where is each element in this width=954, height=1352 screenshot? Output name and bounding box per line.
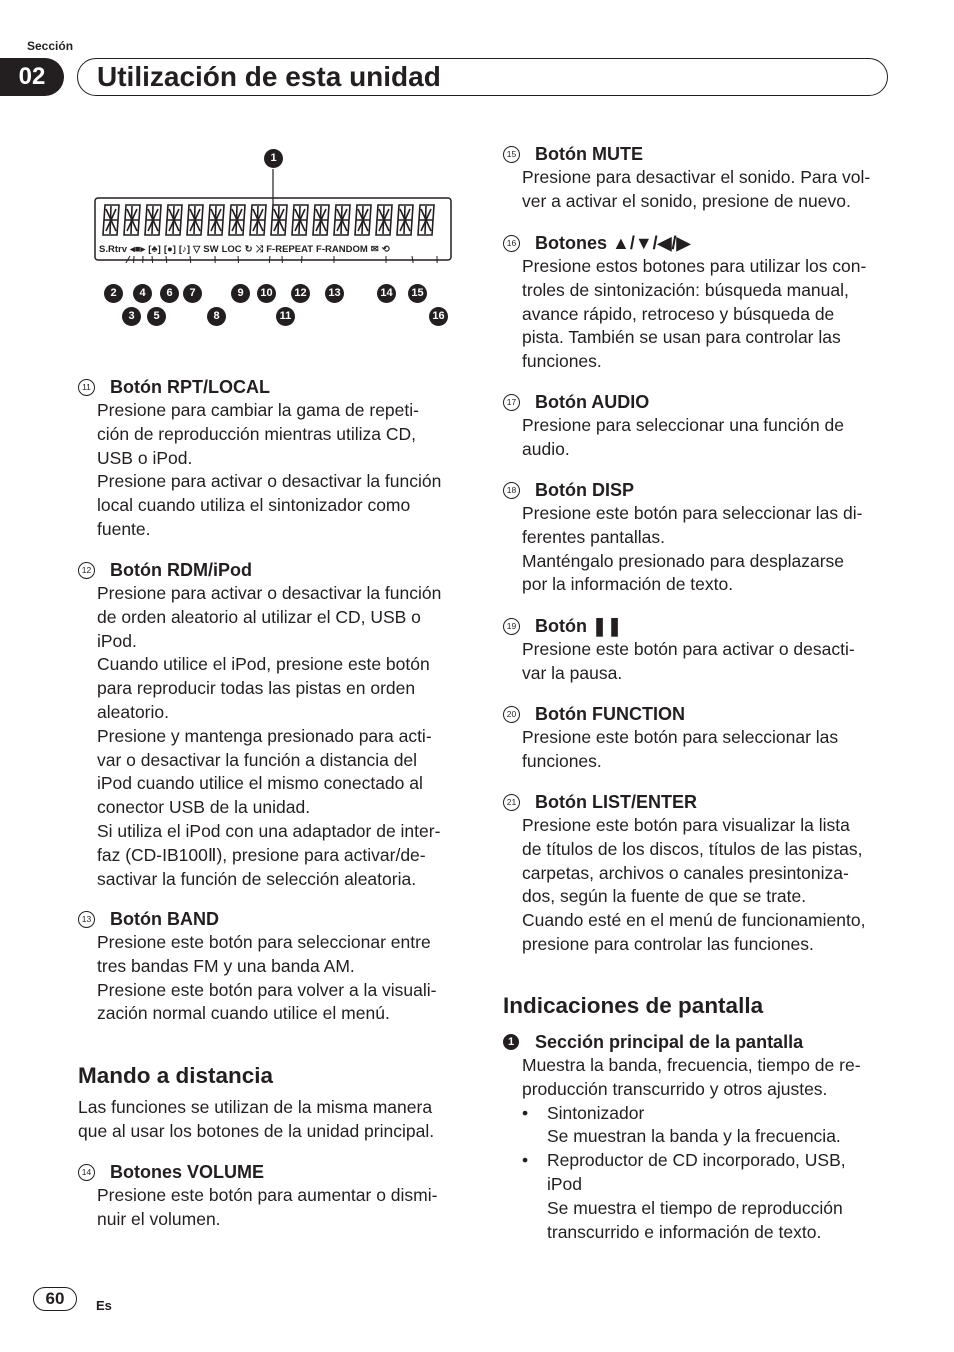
lcd-character-cell [271, 205, 287, 235]
lcd-character-cell [250, 205, 266, 235]
item-text: Presione y mantenga presionado para acti- [97, 725, 432, 746]
item-title: Sección principal de la pantalla [535, 1031, 804, 1052]
indicator-folder-icon: ◂■▸ [129, 244, 146, 255]
item-text: Presione este botón para activar o desacti- [522, 639, 855, 659]
item-text: ferentes pantallas. [522, 526, 666, 547]
item-number: 1 [503, 1034, 519, 1050]
callout-10: 10 [257, 284, 276, 303]
item-title: Botón MUTE [535, 143, 643, 164]
item-text: Cuando esté en el menú de funcionamiento, [522, 910, 866, 931]
page-title: Utilización de esta unidad [97, 61, 441, 92]
callout-7: 7 [183, 284, 202, 303]
bullet-label: Sintonizador [547, 1102, 645, 1123]
item-title: Botón BAND [110, 908, 219, 929]
lcd-character-cell [124, 205, 140, 235]
callout-6: 6 [160, 284, 179, 303]
item-text: zación normal cuando utilice el menú. [97, 1003, 390, 1024]
indicator-srtrv: S.Rtrv [99, 244, 127, 255]
item-text: Presione este botón para visualizar la lista [522, 815, 850, 835]
item-function [503, 702, 838, 774]
item-text: var la pausa. [522, 662, 623, 683]
item-text: faz (CD-IB100Ⅱ), presione para activar/de- [97, 844, 426, 865]
item-text: pista. También se usan para controlar las [522, 327, 841, 348]
item-text: dos, según la fuente de que se trate. [522, 886, 807, 907]
display-figure [90, 143, 465, 333]
item-text: iPod cuando utilice el mismo conectado al [97, 773, 423, 794]
page-number: 60 [33, 1287, 77, 1311]
lcd-character-cell [166, 205, 182, 235]
item-text: carpetas, archivos o canales presintoniza- [522, 862, 849, 883]
item-list-enter [503, 790, 865, 957]
item-title: Botón FUNCTION [535, 703, 685, 724]
callout-9: 9 [231, 284, 250, 303]
item-number: 14 [78, 1164, 95, 1181]
item-text: de orden aleatorio al utilizar el CD, USB o [97, 606, 421, 627]
item-mute [503, 142, 870, 214]
item-text: Presione para seleccionar una función de [522, 415, 845, 435]
item-title: Botones VOLUME [110, 1161, 265, 1182]
item-band [78, 907, 437, 1026]
item-text: Presione este botón para aumentar o dismi- [97, 1185, 438, 1205]
item-text: Presione este botón para volver a la visuali- [97, 979, 437, 1000]
item-text: Presione para activar o desactivar la función [97, 583, 442, 603]
bullet-item [522, 1149, 861, 1244]
indicator-disc-icon: [●] [163, 244, 176, 255]
item-text: tres bandas FM y una banda AM. [97, 955, 355, 976]
callout-15: 15 [408, 284, 427, 303]
callout-16: 16 [429, 307, 448, 326]
bullet-desc: transcurrido e información de texto. [547, 1221, 822, 1242]
callout-13: 13 [325, 284, 344, 303]
item-number: 11 [78, 379, 95, 396]
item-text: USB o iPod. [97, 447, 193, 468]
item-text: Presione estos botones para utilizar los con- [522, 256, 867, 276]
item-rdm-ipod [78, 558, 441, 891]
indicator-loop-icon: ⟲ [381, 244, 390, 255]
lcd-character-cell [313, 205, 329, 235]
lcd-character-cell [208, 205, 224, 235]
lcd-character-cell [103, 205, 119, 235]
item-title: Botón AUDIO [535, 391, 650, 412]
bullet-item [522, 1102, 861, 1150]
item-text: Manténgalo presionado para desplazarse [522, 550, 845, 571]
section-heading-display: Indicaciones de pantalla [503, 993, 764, 1018]
item-text: para reproducir todas las pistas en orden [97, 678, 416, 699]
item-text: Cuando utilice el iPod, presione este botón [97, 654, 430, 675]
item-number: 18 [503, 482, 520, 499]
remote-intro-line: que al usar los botones de la unidad principal. [78, 1121, 435, 1141]
item-number: 13 [78, 911, 95, 928]
item-text: ción de reproducción mientras utiliza CD, [97, 423, 417, 444]
item-text: Presione para desactivar el sonido. Para vol- [522, 167, 871, 187]
item-title: Botón RPT/LOCAL [110, 376, 270, 397]
indicator-shuffle-icon: ⤨ [255, 244, 264, 255]
item-number: 16 [503, 235, 520, 252]
item-number: 20 [503, 706, 520, 723]
item-text: avance rápido, retroceso y búsqueda de [522, 303, 835, 324]
item-title: Botón LIST/ENTER [535, 791, 697, 812]
item-text: Presione este botón para seleccionar las di- [522, 503, 863, 523]
item-text: de títulos de los discos, títulos de las pistas, [522, 838, 863, 859]
indicator-f-repeat: F-REPEAT [266, 244, 314, 255]
bullet-label: iPod [547, 1173, 583, 1194]
item-text: Presione este botón para seleccionar las [522, 727, 839, 747]
bullet-label: Reproductor de CD incorporado, USB, [547, 1150, 846, 1171]
lcd-character-cell [292, 205, 308, 235]
bullet-desc: Se muestran la banda y la frecuencia. [547, 1126, 841, 1147]
item-text: iPod. [97, 630, 137, 651]
item-text: troles de sintonización: búsqueda manual, [522, 279, 849, 300]
item-text: ver a activar el sonido, presione de nuevo. [522, 190, 851, 211]
callout-12: 12 [291, 284, 310, 303]
item-volume [78, 1160, 437, 1232]
section-label: Sección [27, 39, 74, 53]
callout-11: 11 [276, 307, 295, 326]
lcd-character-cell [334, 205, 350, 235]
callout-1: 1 [264, 149, 283, 168]
callout-14: 14 [377, 284, 396, 303]
item-arrows [503, 231, 866, 374]
item-text: por la información de texto. [522, 574, 734, 595]
item-rpt-local [78, 375, 441, 542]
item-title: Botón ❚❚ [535, 615, 623, 636]
item-number: 12 [78, 562, 95, 579]
item-text: fuente. [97, 518, 151, 539]
indicator-f-random: F-RANDOM [316, 244, 368, 255]
bullet-dot: • [522, 1102, 529, 1123]
item-text: conector USB de la unidad. [97, 797, 311, 818]
lcd-character-cell [187, 205, 203, 235]
item-text: audio. [522, 438, 570, 459]
item-pause [503, 614, 855, 686]
callout-5: 5 [147, 307, 166, 326]
item-title: Botón RDM/iPod [110, 559, 252, 580]
callout-4: 4 [133, 284, 152, 303]
item-text: sactivar la función de selección aleatoria. [97, 868, 417, 889]
callout-2: 2 [104, 284, 123, 303]
lcd-character-cell [376, 205, 392, 235]
section-number-badge: 02 [0, 58, 64, 96]
item-disp [503, 478, 862, 597]
item-text: local cuando utiliza el sintonizador como [97, 495, 411, 516]
lcd-character-cell [145, 205, 161, 235]
item-text: nuir el volumen. [97, 1208, 221, 1229]
item-text: funciones. [522, 750, 602, 771]
item-text: Muestra la banda, frecuencia, tiempo de re- [522, 1055, 861, 1075]
item-text: funciones. [522, 351, 602, 372]
item-text: var o desactivar la función a distancia del [97, 749, 418, 770]
item-audio [503, 390, 844, 462]
item-title: Botones ▲/▼/◀/▶ [535, 232, 691, 253]
item-text: aleatorio. [97, 701, 169, 722]
indicator-sw: SW [203, 244, 219, 255]
bullet-dot: • [522, 1150, 529, 1171]
indicator-loc: LOC [221, 244, 242, 255]
item-text: Presione para activar o desactivar la función [97, 471, 442, 492]
indicator-antenna-icon: ▽ [192, 244, 201, 255]
lcd-character-cell [418, 205, 434, 235]
item-title: Botón DISP [535, 479, 634, 500]
item-number: 17 [503, 394, 520, 411]
indicator-mail-icon: ✉ [370, 244, 379, 255]
callout-3: 3 [122, 307, 141, 326]
item-number: 21 [503, 794, 520, 811]
callout-8: 8 [207, 307, 226, 326]
item-text: presione para controlar las funciones. [522, 933, 814, 954]
language-code: Es [96, 1298, 112, 1313]
item-text: producción transcurrido y otros ajustes. [522, 1078, 828, 1099]
item-number: 15 [503, 146, 520, 163]
item-number: 19 [503, 618, 520, 635]
lcd-character-cell [229, 205, 245, 235]
bullet-desc: Se muestra el tiempo de reproducción [547, 1197, 843, 1218]
item-text: Presione este botón para seleccionar entre [97, 932, 431, 952]
item-text: Si utiliza el iPod con una adaptador de inter- [97, 820, 441, 841]
indicator-song-icon: [♪] [178, 244, 190, 255]
indicator-artist-icon: [♣] [148, 244, 161, 255]
item-text: Presione para cambiar la gama de repeti- [97, 400, 419, 420]
remote-intro-line: Las funciones se utilizan de la misma manera [78, 1097, 433, 1117]
item-main-display-section [503, 1030, 861, 1244]
lcd-character-cell [397, 205, 413, 235]
indicator-repeat-icon: ↻ [244, 244, 253, 255]
lcd-character-cell [355, 205, 371, 235]
section-heading-remote: Mando a distancia [78, 1063, 274, 1088]
